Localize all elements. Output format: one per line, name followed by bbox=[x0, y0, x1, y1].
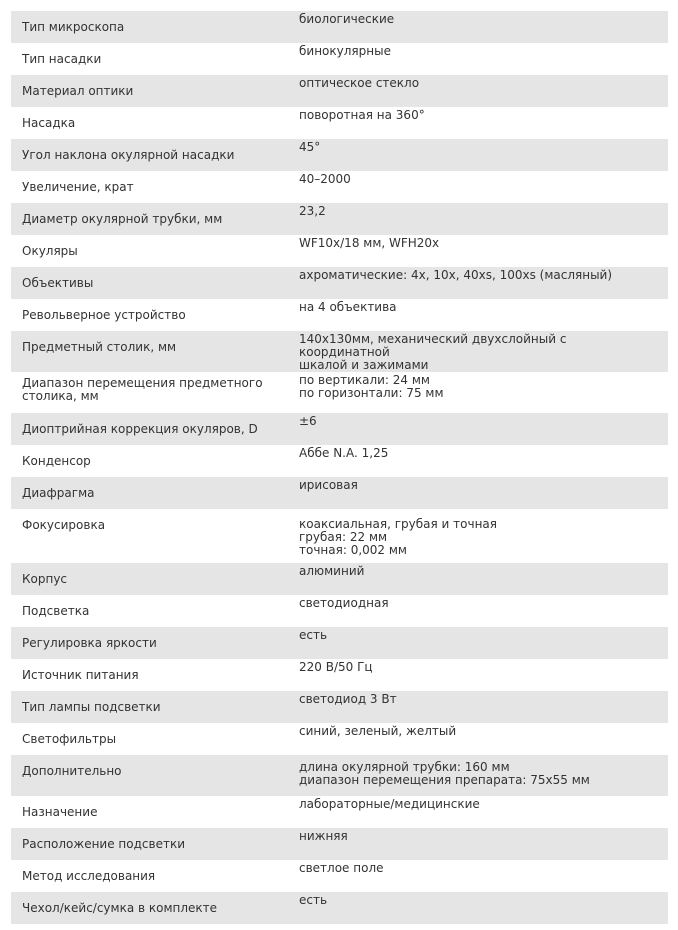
spec-label: Угол наклона окулярной насадки bbox=[22, 148, 235, 162]
spec-label: Диоптрийная коррекция окуляров, D bbox=[22, 422, 258, 436]
spec-label: Корпус bbox=[22, 572, 68, 586]
spec-row bbox=[11, 796, 668, 828]
spec-label: Объективы bbox=[22, 276, 94, 290]
spec-label: Тип насадки bbox=[22, 52, 102, 66]
spec-value: лабораторные/медицинские bbox=[299, 797, 480, 811]
spec-value: есть bbox=[299, 893, 328, 907]
specifications-table bbox=[11, 11, 668, 924]
spec-row bbox=[11, 139, 668, 171]
spec-value: 140x130мм, механический двухслойный с координатной шкалой и зажимами bbox=[299, 332, 567, 372]
spec-label: Чехол/кейс/сумка в комплекте bbox=[22, 901, 218, 915]
spec-value: 45° bbox=[299, 140, 321, 154]
spec-row bbox=[11, 828, 668, 860]
spec-label: Расположение подсветки bbox=[22, 837, 185, 851]
spec-row bbox=[11, 892, 668, 924]
spec-value: 40–2000 bbox=[299, 172, 351, 186]
spec-label: Тип микроскопа bbox=[22, 20, 125, 34]
spec-label: Назначение bbox=[22, 805, 98, 819]
spec-value: оптическое стекло bbox=[299, 76, 420, 90]
spec-row bbox=[11, 267, 668, 299]
spec-row bbox=[11, 413, 668, 445]
spec-row bbox=[11, 107, 668, 139]
spec-label: Насадка bbox=[22, 116, 76, 130]
spec-value: 220 В/50 Гц bbox=[299, 660, 373, 674]
spec-row bbox=[11, 627, 668, 659]
spec-label: Источник питания bbox=[22, 668, 139, 682]
spec-label: Конденсор bbox=[22, 454, 91, 468]
spec-label: Револьверное устройство bbox=[22, 308, 186, 322]
spec-value: нижняя bbox=[299, 829, 348, 843]
spec-row bbox=[11, 595, 668, 627]
spec-label: Фокусировка bbox=[22, 518, 106, 532]
spec-label: Материал оптики bbox=[22, 84, 134, 98]
spec-label: Окуляры bbox=[22, 244, 78, 258]
spec-value: ирисовая bbox=[299, 478, 358, 492]
spec-value: WF10x/18 мм, WFH20x bbox=[299, 236, 440, 250]
spec-label: Подсветка bbox=[22, 604, 90, 618]
spec-row bbox=[11, 43, 668, 75]
spec-label: Светофильтры bbox=[22, 732, 117, 746]
spec-row bbox=[11, 331, 668, 372]
spec-label: Диафрагма bbox=[22, 486, 95, 500]
spec-value: ±6 bbox=[299, 414, 317, 428]
spec-row bbox=[11, 299, 668, 331]
spec-value: светодиодная bbox=[299, 596, 389, 610]
spec-value: светодиод 3 Вт bbox=[299, 692, 397, 706]
spec-row bbox=[11, 445, 668, 477]
spec-label: Диаметр окулярной трубки, мм bbox=[22, 212, 223, 226]
spec-label: Предметный столик, мм bbox=[22, 340, 177, 354]
spec-value: ахроматические: 4x, 10x, 40xs, 100xs (масляный) bbox=[299, 268, 613, 282]
spec-value: синий, зеленый, желтый bbox=[299, 724, 457, 738]
spec-value: по вертикали: 24 мм по горизонтали: 75 мм bbox=[299, 373, 444, 400]
spec-value: 23,2 bbox=[299, 204, 326, 218]
spec-row bbox=[11, 372, 668, 413]
spec-row bbox=[11, 723, 668, 755]
spec-row bbox=[11, 75, 668, 107]
spec-label: Метод исследования bbox=[22, 869, 156, 883]
spec-row bbox=[11, 691, 668, 723]
spec-value: Аббе N.A. 1,25 bbox=[299, 446, 389, 460]
spec-label: Диапазон перемещения предметного столика, мм bbox=[22, 376, 263, 403]
spec-row bbox=[11, 659, 668, 691]
spec-row bbox=[11, 509, 668, 563]
spec-value: бинокулярные bbox=[299, 44, 391, 58]
spec-value: длина окулярной трубки: 160 мм диапазон перемещения препарата: 75x55 мм bbox=[299, 760, 590, 787]
spec-label: Регулировка яркости bbox=[22, 636, 157, 650]
spec-label: Дополнительно bbox=[22, 764, 122, 778]
spec-label: Увеличение, крат bbox=[22, 180, 134, 194]
spec-row bbox=[11, 860, 668, 892]
spec-value: есть bbox=[299, 628, 328, 642]
spec-value: светлое поле bbox=[299, 861, 384, 875]
spec-row bbox=[11, 171, 668, 203]
spec-row bbox=[11, 755, 668, 796]
spec-row bbox=[11, 11, 668, 43]
spec-value: биологические bbox=[299, 12, 395, 26]
spec-row bbox=[11, 563, 668, 595]
spec-value: на 4 объектива bbox=[299, 300, 397, 314]
spec-value: алюминий bbox=[299, 564, 365, 578]
spec-value: коаксиальная, грубая и точная грубая: 22 мм точная: 0,002 мм bbox=[299, 517, 497, 557]
spec-row bbox=[11, 203, 668, 235]
spec-label: Тип лампы подсветки bbox=[22, 700, 161, 714]
spec-value: поворотная на 360° bbox=[299, 108, 425, 122]
spec-row bbox=[11, 477, 668, 509]
spec-row bbox=[11, 235, 668, 267]
